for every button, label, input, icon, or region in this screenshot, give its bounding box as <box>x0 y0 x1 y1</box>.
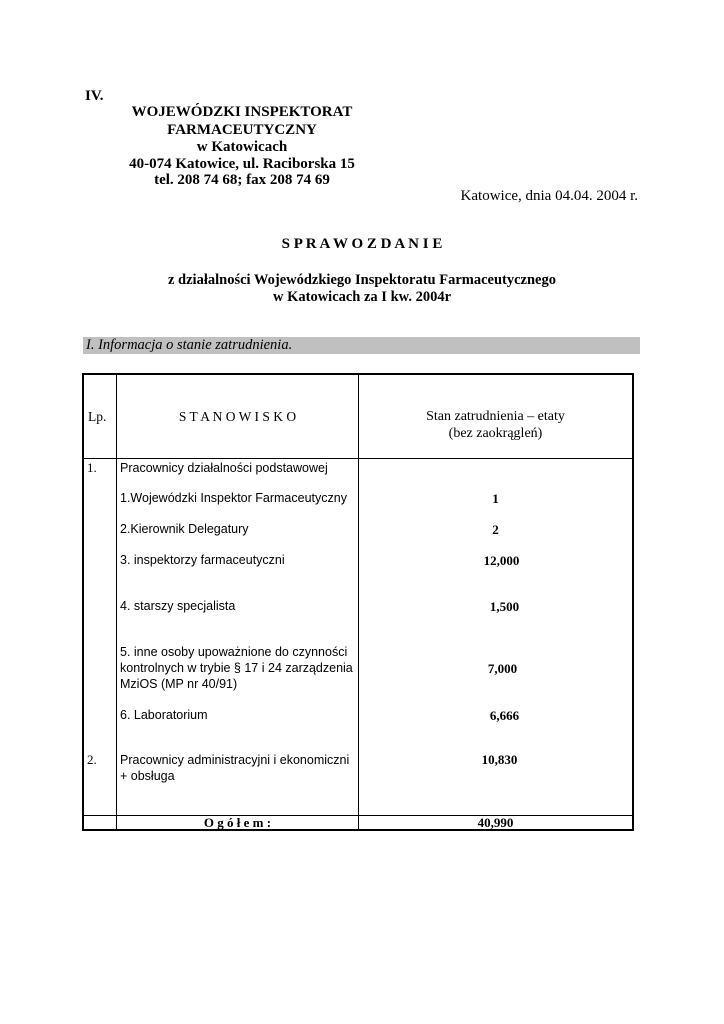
header-position: S T A N O W I S K O <box>178 409 297 424</box>
row-name: 3. inspektorzy farmaceutyczni <box>120 553 285 567</box>
roman-numeral: IV. <box>85 88 104 104</box>
row-name-line: MziOS (MP nr 40/91) <box>120 677 238 691</box>
table-border-left <box>82 373 84 831</box>
table-col-divider-1 <box>116 373 117 831</box>
section-heading: I. Informacja o stanie zatrudnienia. <box>86 337 293 353</box>
header-lp: Lp. <box>88 409 107 424</box>
org-name-line1: WOJEWÓDZKI INSPEKTORAT <box>131 104 353 120</box>
row-name: 2.Kierownik Delegatury <box>120 522 249 536</box>
total-label: O g ó ł e m : <box>203 815 272 830</box>
row-name-line: + obsługa <box>120 769 175 783</box>
total-value: 40,990 <box>477 815 514 830</box>
row-value: 1 <box>492 491 499 506</box>
row-name: 1.Wojewódzki Inspektor Farmaceutyczny <box>120 491 347 505</box>
report-subtitle-line1: z działalności Wojewódzkiego Inspektoratu Farmaceutycznego <box>168 272 556 288</box>
report-title: S P R A W O Z D A N I E <box>281 236 443 252</box>
row-name-line: Pracownicy administracyjni i ekonomiczni <box>120 753 350 767</box>
row-value: 10,830 <box>481 752 518 767</box>
section-heading-bar <box>83 337 640 354</box>
group2-lp: 2. <box>87 752 97 767</box>
row-value: 7,000 <box>487 661 518 676</box>
org-phone-fax: tel. 208 74 68; fax 208 74 69 <box>154 172 330 188</box>
group1-lp: 1. <box>87 460 97 475</box>
row-name-line: kontrolnych w trybie § 17 i 24 zarządzenia <box>120 661 353 675</box>
org-city: w Katowicach <box>196 139 288 155</box>
row-name: 4. starszy specjalista <box>120 599 236 613</box>
org-address: 40-074 Katowice, ul. Raciborska 15 <box>129 156 355 172</box>
row-value: 2 <box>492 522 499 537</box>
header-employment-line2: (bez zaokrągleń) <box>448 426 543 441</box>
row-value: 1,500 <box>489 599 520 614</box>
row-value: 6,666 <box>489 708 520 723</box>
group1-label: Pracownicy działalności podstawowej <box>120 461 328 475</box>
report-subtitle-line2: w Katowicach za I kw. 2004r <box>272 289 451 305</box>
row-name-line: 5. inne osoby upoważnione do czynności <box>120 645 348 659</box>
row-name: 6. Laboratorium <box>120 708 208 722</box>
org-name-line2: FARMACEUTYCZNY <box>167 122 317 138</box>
row-value: 12,000 <box>483 553 520 568</box>
header-employment-line1: Stan zatrudnienia – etaty <box>426 409 565 424</box>
table-header-divider <box>82 458 634 459</box>
report-date: Katowice, dnia 04.04. 2004 r. <box>460 188 638 204</box>
